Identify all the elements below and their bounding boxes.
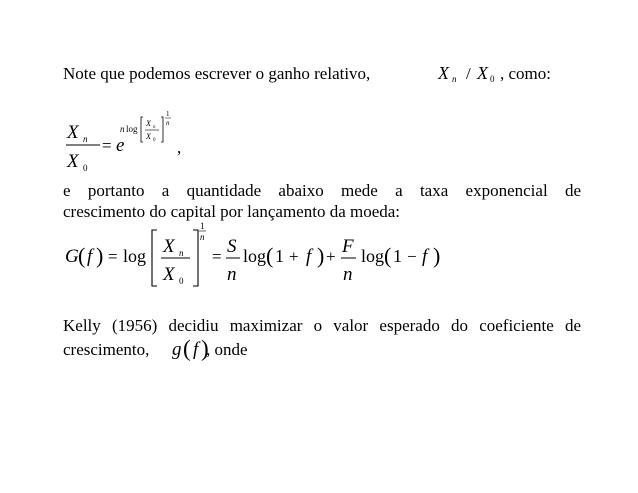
plus-sign-2: + [326, 247, 336, 266]
paragraph-kelly: Kelly (1956) decidiu maximizar o valor esperado do coeficiente de [63, 316, 581, 335]
frac-den-x: X [163, 264, 175, 285]
paragraph-kelly-tail: , onde [206, 340, 248, 359]
equals-sign: = [102, 136, 112, 155]
rparen-3: ) [433, 243, 441, 268]
intro-text: Note que podemos escrever o ganho relativo, [63, 64, 371, 83]
minus-sign: − [407, 247, 417, 266]
denominator-sub-0: 0 [83, 163, 88, 173]
power-n-2: n [200, 232, 205, 242]
power-one: 1 [166, 110, 170, 118]
lparen-2: ( [266, 243, 274, 268]
frac-den-sub-0: 0 [179, 276, 184, 286]
exp-num-x: X [146, 119, 151, 128]
plus-sign: + [289, 247, 299, 266]
log-3: log [361, 246, 385, 266]
x-0-symbol: X [477, 63, 488, 83]
trailing-comma: , [177, 138, 182, 157]
lparen-3: ( [384, 243, 392, 268]
log-1: log [123, 246, 147, 266]
lowercase-g: g [172, 339, 182, 360]
paragraph-growth-rate-cont: crescimento do capital por lançamento da moeda: [63, 202, 401, 221]
f-upper-symbol: F [342, 236, 354, 257]
frac-num-x: X [163, 236, 175, 257]
f-3: f [422, 246, 428, 267]
numerator-x: X [67, 122, 79, 143]
inline-rparen: ) [201, 336, 209, 361]
exp-den-x: X [146, 132, 151, 141]
g-symbol: G [65, 246, 79, 267]
slash-symbol: / [466, 64, 471, 83]
paragraph-growth-rate: e portanto a quantidade abaixo mede a taxa exponencial de [63, 181, 581, 200]
paragraph-kelly-cont: crescimento, [63, 340, 150, 359]
frac-num-sub-n: n [179, 248, 184, 258]
intro-sentence [63, 63, 370, 84]
exponent-n: n [120, 124, 125, 134]
power-n: n [166, 119, 170, 127]
right-bracket [193, 230, 198, 286]
f-den-n: n [343, 264, 353, 285]
rparen-2: ) [317, 243, 325, 268]
x-n-symbol: X [438, 63, 449, 83]
equation-growth-function [60, 222, 460, 292]
f-2: f [306, 246, 312, 267]
power-one-2: 1 [200, 221, 205, 231]
g-arg-f: f [87, 246, 93, 267]
inline-f: f [193, 339, 199, 360]
equals-2: = [212, 247, 222, 266]
g-rparen: ) [96, 243, 104, 268]
ratio-inline-formula [430, 60, 510, 86]
one-2: 1 [275, 246, 284, 266]
denominator-x: X [67, 151, 79, 172]
equals-1: = [108, 247, 118, 266]
numerator-sub-n: n [83, 134, 88, 144]
exponent-left-bracket [141, 117, 143, 142]
equation-ratio-exponential [60, 105, 200, 175]
g-lparen: ( [78, 243, 86, 268]
s-den-n: n [227, 264, 237, 285]
one-3: 1 [393, 246, 402, 266]
exp-den-sub-0: 0 [153, 138, 156, 143]
exponent-log: log [126, 124, 138, 134]
exp-num-sub-n: n [153, 125, 156, 130]
subscript-0: 0 [490, 74, 495, 84]
subscript-n: n [452, 74, 457, 84]
intro-tail: , como: [500, 64, 551, 83]
inline-lparen: ( [183, 336, 191, 361]
exponent-right-bracket [161, 117, 163, 142]
left-bracket [152, 230, 157, 286]
e-symbol: e [116, 135, 125, 156]
s-symbol: S [227, 236, 237, 257]
log-2: log [243, 246, 267, 266]
